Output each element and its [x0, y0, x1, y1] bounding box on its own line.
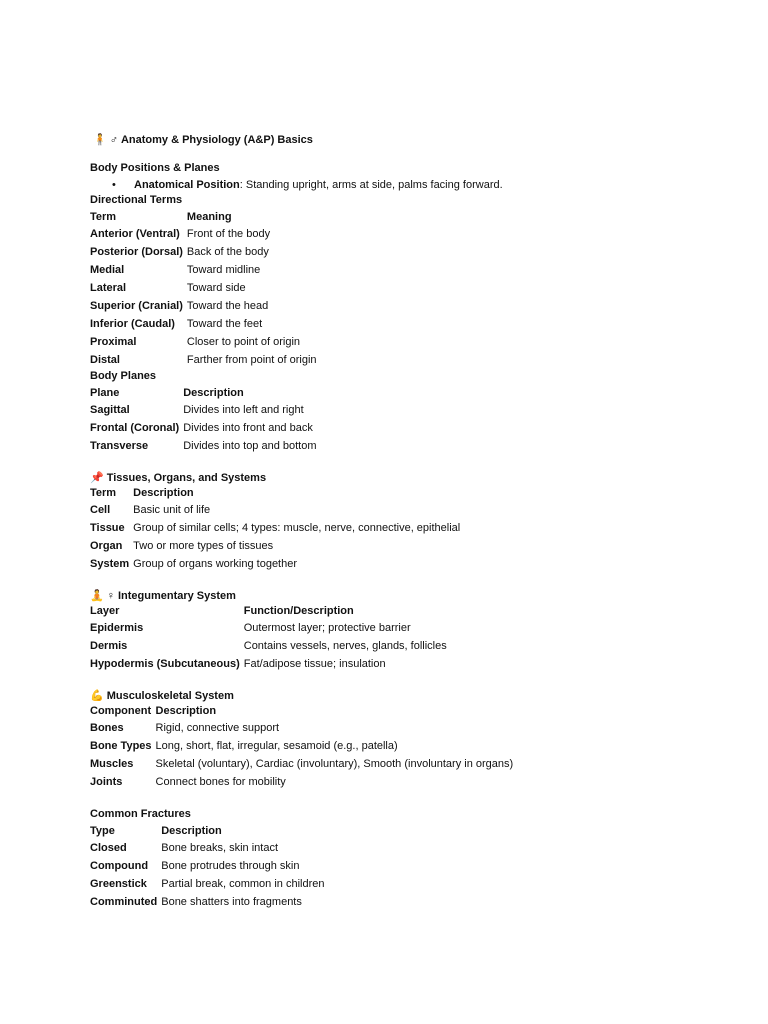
- body-planes-heading: Body Planes: [90, 370, 157, 382]
- table-row: [90, 501, 464, 519]
- fractures-heading: Common Fractures: [90, 808, 191, 820]
- description-cell: Divides into top and bottom: [183, 440, 317, 452]
- table-row: [90, 297, 321, 315]
- column-header: Description: [161, 825, 222, 837]
- table-row: [90, 243, 321, 261]
- description-cell: Outermost layer; protective barrier: [243, 622, 411, 634]
- description-cell: Skeletal (voluntary), Cardiac (involuntary), Smooth (involuntary in organs): [155, 758, 514, 770]
- description-cell: Bone shatters into fragments: [161, 896, 302, 908]
- term-cell: Bones: [90, 722, 124, 734]
- integumentary-heading: Integumentary System: [117, 590, 236, 602]
- table-header-row: [90, 209, 321, 225]
- term-cell: Frontal (Coronal): [90, 422, 180, 434]
- description-cell: Divides into front and back: [183, 422, 313, 434]
- column-header: Term: [90, 487, 117, 499]
- table-row: [90, 719, 517, 737]
- term-cell: Cell: [90, 504, 111, 516]
- bullet-term: Anatomical Position: [134, 179, 240, 191]
- table-header-row: [90, 703, 517, 719]
- column-header: Term: [90, 211, 117, 223]
- column-header: Type: [90, 825, 115, 837]
- table-header-row: [90, 823, 328, 839]
- description-cell: Back of the body: [186, 246, 269, 258]
- table-row: [90, 875, 328, 893]
- column-header: Meaning: [186, 211, 232, 223]
- standing-person-icon: 🧍: [93, 134, 107, 146]
- term-cell: Joints: [90, 776, 123, 788]
- table-header-row: [90, 485, 464, 501]
- description-cell: Rigid, connective support: [155, 722, 280, 734]
- column-header: Layer: [90, 605, 120, 617]
- table-row: [90, 333, 321, 351]
- description-cell: Divides into left and right: [183, 404, 304, 416]
- term-cell: Compound: [90, 860, 149, 872]
- description-cell: Toward the head: [186, 300, 269, 312]
- term-cell: Transverse: [90, 440, 149, 452]
- table-row: [90, 537, 464, 555]
- table-row: [90, 619, 451, 637]
- description-cell: Group of organs working together: [133, 558, 298, 570]
- column-header: Plane: [90, 387, 120, 399]
- term-cell: Distal: [90, 354, 120, 366]
- body-positions-heading: Body Positions & Planes: [90, 162, 220, 174]
- term-cell: Inferior (Caudal): [90, 318, 175, 330]
- table-row: [90, 637, 451, 655]
- term-cell: Closed: [90, 842, 127, 854]
- table-row: [90, 555, 464, 573]
- description-cell: Partial break, common in children: [161, 878, 325, 890]
- female-sign-icon: ♀: [106, 590, 115, 602]
- description-cell: Toward midline: [186, 264, 261, 276]
- description-cell: Bone breaks, skin intact: [161, 842, 279, 854]
- table-row: [90, 315, 321, 333]
- description-cell: Toward the feet: [186, 318, 263, 330]
- term-cell: Muscles: [90, 758, 134, 770]
- document-title-text: Anatomy & Physiology (A&P) Basics: [120, 134, 313, 146]
- term-cell: Medial: [90, 264, 125, 276]
- table-row: [90, 225, 321, 243]
- term-cell: Greenstick: [90, 878, 147, 890]
- directional-terms-heading: Directional Terms: [90, 194, 183, 206]
- term-cell: Anterior (Ventral): [90, 228, 180, 240]
- description-cell: Bone protrudes through skin: [161, 860, 300, 872]
- table-row: [90, 401, 321, 419]
- table-row: [90, 737, 517, 755]
- anatomical-position-bullet: [90, 177, 730, 193]
- fractures-table: [90, 823, 328, 911]
- description-cell: Front of the body: [186, 228, 271, 240]
- term-cell: System: [90, 558, 130, 570]
- term-cell: Tissue: [90, 522, 125, 534]
- term-cell: Bone Types: [90, 740, 152, 752]
- table-row: [90, 893, 328, 911]
- term-cell: Epidermis: [90, 622, 144, 634]
- table-row: [90, 437, 321, 455]
- table-row: [90, 773, 517, 791]
- pushpin-icon: 📌: [90, 472, 104, 484]
- term-cell: Proximal: [90, 336, 137, 348]
- integumentary-table: [90, 603, 451, 673]
- document-page: [90, 133, 730, 911]
- column-header: Description: [183, 387, 244, 399]
- term-cell: Lateral: [90, 282, 127, 294]
- table-row: [90, 839, 328, 857]
- description-cell: Connect bones for mobility: [155, 776, 286, 788]
- table-row: [90, 261, 321, 279]
- tissues-section-title: [90, 471, 730, 485]
- table-row: [90, 351, 321, 369]
- table-row: [90, 279, 321, 297]
- musculoskeletal-table: [90, 703, 517, 791]
- bullet-text: : Standing upright, arms at side, palms facing forward.: [239, 179, 503, 191]
- description-cell: Farther from point of origin: [186, 354, 317, 366]
- directional-terms-table: [90, 209, 321, 369]
- table-row: [90, 857, 328, 875]
- table-header-row: [90, 385, 321, 401]
- tissues-heading: Tissues, Organs, and Systems: [106, 472, 267, 484]
- person-icon: 🧘: [90, 590, 104, 602]
- term-cell: Sagittal: [90, 404, 130, 416]
- flexed-biceps-icon: 💪: [90, 690, 104, 702]
- description-cell: Toward side: [186, 282, 246, 294]
- description-cell: Basic unit of life: [133, 504, 211, 516]
- male-sign-icon: ♂: [109, 134, 118, 146]
- term-cell: Posterior (Dorsal): [90, 246, 183, 258]
- term-cell: Comminuted: [90, 896, 158, 908]
- table-row: [90, 655, 451, 673]
- term-cell: Dermis: [90, 640, 128, 652]
- term-cell: Superior (Cranial): [90, 300, 183, 312]
- body-planes-table: [90, 385, 321, 455]
- description-cell: Closer to point of origin: [186, 336, 301, 348]
- column-header: Description: [155, 705, 217, 717]
- document-title: [93, 133, 730, 147]
- column-header: Function/Description: [243, 605, 354, 617]
- term-cell: Hypodermis (Subcutaneous): [90, 658, 240, 670]
- column-header: Description: [133, 487, 194, 499]
- table-header-row: [90, 603, 451, 619]
- bullet-icon: •: [112, 179, 116, 191]
- column-header: Component: [90, 705, 152, 717]
- musculoskeletal-heading: Musculoskeletal System: [106, 690, 234, 702]
- table-row: [90, 419, 321, 437]
- table-row: [90, 755, 517, 773]
- description-cell: Two or more types of tissues: [133, 540, 274, 552]
- description-cell: Contains vessels, nerves, glands, follicles: [243, 640, 447, 652]
- description-cell: Long, short, flat, irregular, sesamoid (e.g., patella): [155, 740, 398, 752]
- tissues-table: [90, 485, 464, 573]
- description-cell: Group of similar cells; 4 types: muscle, nerve, connective, epithelial: [133, 522, 461, 534]
- musculoskeletal-section-title: [90, 689, 730, 703]
- description-cell: Fat/adipose tissue; insulation: [243, 658, 386, 670]
- table-row: [90, 519, 464, 537]
- integumentary-section-title: [90, 589, 730, 603]
- term-cell: Organ: [90, 540, 123, 552]
